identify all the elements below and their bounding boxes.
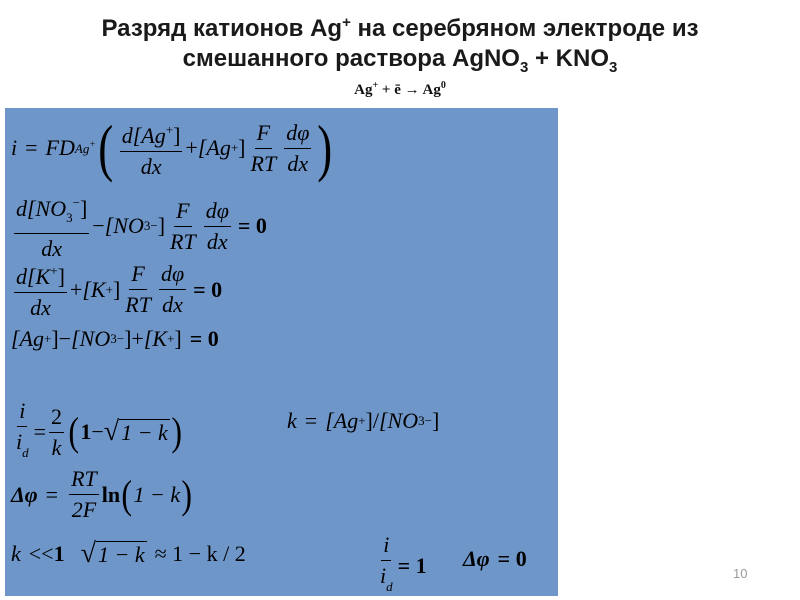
k-definition: k = [Ag + ] / [NO 3 − ] [287,408,440,433]
nitrate-equation: $\frac{d[NO_3^-]}{dx}$ − [NO 3 − ] $\frac{F}{RT}$ $\frac{d\varphi}{dx}$ = 0 [11,190,267,262]
reaction-equation: Ag+ + ē → $Ag^0$ [354,80,446,98]
potential-equation: Δφ = $\frac{RT}{2F}$ ln ( 1 − k ) [11,466,193,522]
title-line-2: смешанного раствора AgNO$_3$ + $KNO_3$ [182,45,618,76]
frac-dphi-dx: $\frac{d\varphi}{dx}$ [286,119,310,176]
electroneutrality-equation: [Ag + ] − [NO 3 − ] + [K + ] = 0 [11,326,219,351]
approximation-equation: k << 1 √ 1 − k ≈ 1 − k / 2 [11,538,246,569]
equations-panel [5,108,558,596]
page-number: 10 [733,566,748,581]
frac-dag-dx: $\frac{d[Ag^+]}{dx}$ [120,117,183,180]
limiting-current-equation: $\frac{i}{i_d}$ = 1 [380,532,427,594]
frac-f-rt: $\frac{F}{RT}$ [250,119,277,176]
zero-potential-equation: Δφ = 0 [463,546,527,571]
title-line-1: Разряд катионов Ag+ на серебряном электроде из [101,14,699,42]
current-ratio-equation: $\frac{i}{i_d}$ = $\frac{2}{k}$ ( 1 − √ 1 − k ) [16,398,182,460]
slide-title [0,8,800,83]
current-equation: i = F D Ag+ ( $\frac{d[Ag^+]}{dx}$ + [Ag + ] $\frac{F}{RT}$ $\frac{d\varphi}{dx}$ ) [11,112,333,183]
potassium-equation: $\frac{d[K^+]}{dx}$ + [K + ] $\frac{F}{RT}$ $\frac{d\varphi}{dx}$ = 0 [11,258,222,321]
